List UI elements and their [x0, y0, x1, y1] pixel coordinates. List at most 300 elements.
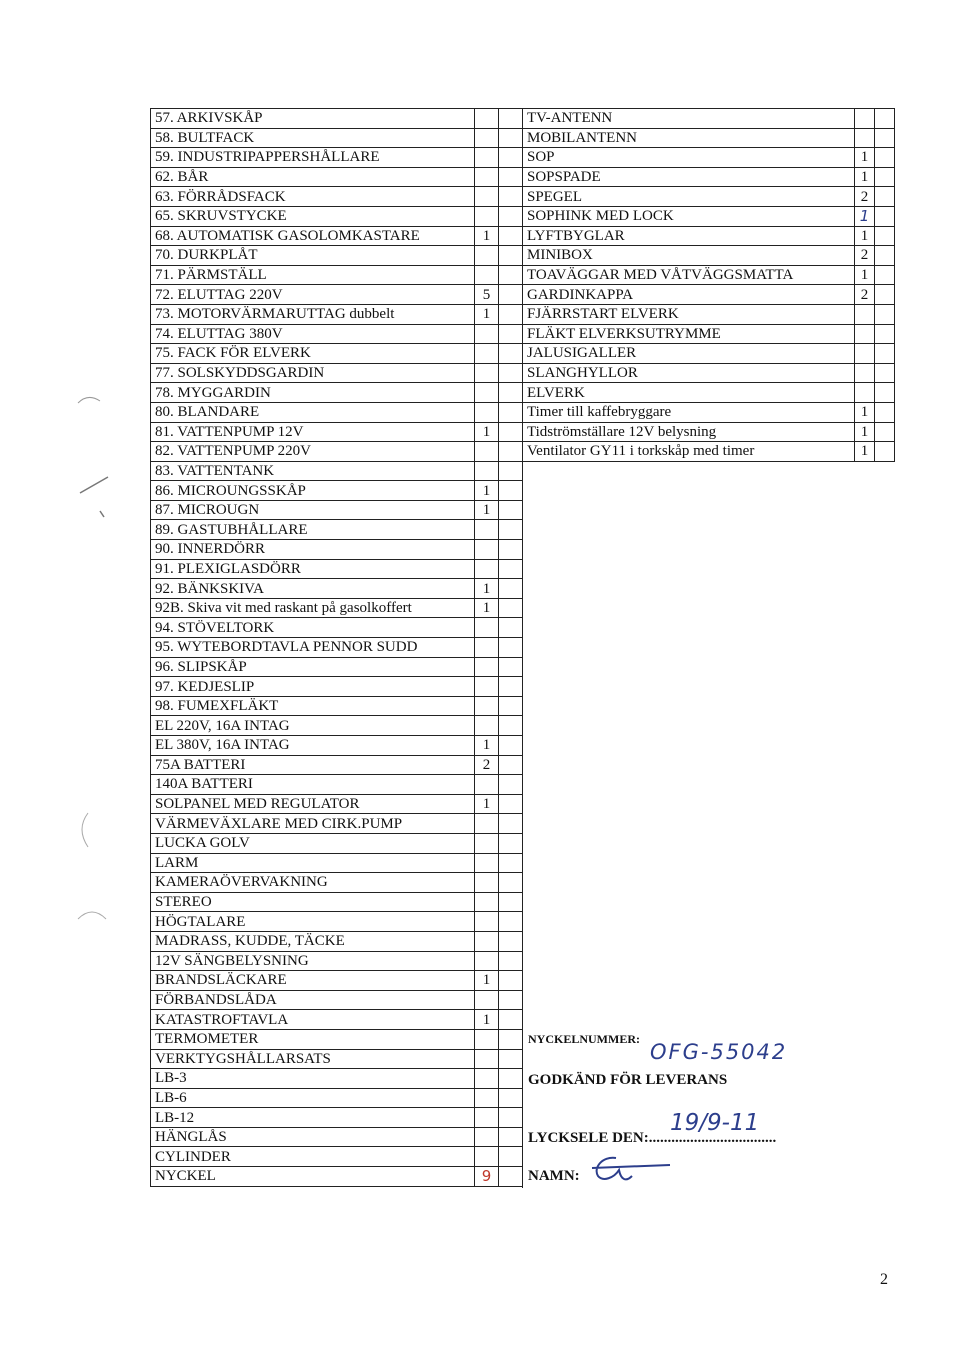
item-quantity: 1: [475, 226, 499, 246]
item-quantity: [475, 990, 499, 1010]
left-item-row: [151, 128, 523, 148]
right-item-row: [523, 265, 895, 285]
check-cell: [499, 696, 523, 716]
check-cell: [499, 442, 523, 462]
left-item-row: [151, 520, 523, 540]
item-label: 140A BATTERI: [151, 775, 475, 795]
check-cell: [875, 109, 895, 129]
check-cell: [499, 794, 523, 814]
item-quantity: [475, 187, 499, 207]
item-quantity: 1: [475, 481, 499, 501]
check-cell: [875, 422, 895, 442]
right-item-row: [523, 442, 895, 462]
item-quantity: [475, 814, 499, 834]
item-label: Timer till kaffebryggare: [523, 402, 855, 422]
left-item-row: [151, 716, 523, 736]
item-quantity: [475, 402, 499, 422]
check-cell: [499, 1127, 523, 1147]
right-item-row: [523, 422, 895, 442]
check-cell: [499, 383, 523, 403]
left-item-row: [151, 951, 523, 971]
item-quantity: [475, 775, 499, 795]
item-quantity: 1: [855, 206, 875, 226]
left-item-row: [151, 206, 523, 226]
inventory-sheet: [150, 108, 894, 1188]
item-label: 68. AUTOMATISK GASOLOMKASTARE: [151, 226, 475, 246]
left-item-row: [151, 1029, 523, 1049]
item-label: TOAVÄGGAR MED VÅTVÄGGSMATTA: [523, 265, 855, 285]
item-quantity: [475, 892, 499, 912]
check-cell: [499, 598, 523, 618]
item-label: 94. STÖVELTORK: [151, 618, 475, 638]
check-cell: [875, 383, 895, 403]
item-label: SPEGEL: [523, 187, 855, 207]
item-quantity: [855, 383, 875, 403]
left-item-row: [151, 265, 523, 285]
item-label: 91. PLEXIGLASDÖRR: [151, 559, 475, 579]
check-cell: [499, 363, 523, 383]
item-quantity: [475, 951, 499, 971]
item-label: 72. ELUTTAG 220V: [151, 285, 475, 305]
check-cell: [499, 775, 523, 795]
item-quantity: 2: [855, 187, 875, 207]
check-cell: [499, 1108, 523, 1128]
item-quantity: 2: [855, 285, 875, 305]
right-item-row: [523, 226, 895, 246]
check-cell: [499, 148, 523, 168]
item-quantity: [475, 246, 499, 266]
item-label: TERMOMETER: [151, 1029, 475, 1049]
item-quantity: [475, 324, 499, 344]
item-quantity: [475, 618, 499, 638]
item-label: JALUSIGALLER: [523, 344, 855, 364]
item-quantity: [475, 696, 499, 716]
left-item-row: [151, 246, 523, 266]
item-quantity: [475, 206, 499, 226]
item-label: 71. PÄRMSTÄLL: [151, 265, 475, 285]
right-item-row: [523, 402, 895, 422]
item-quantity: [475, 461, 499, 481]
check-cell: [875, 148, 895, 168]
check-cell: [499, 167, 523, 187]
check-cell: [499, 1010, 523, 1030]
item-label: LB-6: [151, 1088, 475, 1108]
item-label: 74. ELUTTAG 380V: [151, 324, 475, 344]
item-quantity: [475, 677, 499, 697]
item-label: SOLPANEL MED REGULATOR: [151, 794, 475, 814]
right-item-row: [523, 128, 895, 148]
item-label: MOBILANTENN: [523, 128, 855, 148]
item-quantity: [475, 383, 499, 403]
check-cell: [499, 833, 523, 853]
item-label: VERKTYGSHÅLLARSATS: [151, 1049, 475, 1069]
left-item-row: [151, 1088, 523, 1108]
item-quantity: [475, 873, 499, 893]
handwritten-date: 19/9-11: [670, 1110, 760, 1136]
item-quantity: [475, 1108, 499, 1128]
left-item-row: [151, 677, 523, 697]
item-quantity: [475, 1049, 499, 1069]
left-item-row: [151, 344, 523, 364]
item-quantity: [475, 1147, 499, 1167]
item-label: 65. SKRUVSTYCKE: [151, 206, 475, 226]
check-cell: [499, 500, 523, 520]
item-label: 98. FUMEXFLÄKT: [151, 696, 475, 716]
check-cell: [499, 109, 523, 129]
right-item-row: [523, 324, 895, 344]
item-quantity: 1: [855, 226, 875, 246]
item-quantity: [475, 853, 499, 873]
item-quantity: [475, 559, 499, 579]
left-item-row: [151, 402, 523, 422]
item-label: FÖRBANDSLÅDA: [151, 990, 475, 1010]
right-item-row: [523, 285, 895, 305]
item-label: SOPSPADE: [523, 167, 855, 187]
nyckelnummer-value: OFG-55042: [650, 1040, 788, 1064]
item-label: MADRASS, KUDDE, TÄCKE: [151, 931, 475, 951]
left-item-row: [151, 794, 523, 814]
left-item-row: [151, 971, 523, 991]
check-cell: [499, 206, 523, 226]
item-label: 12V SÄNGBELYSNING: [151, 951, 475, 971]
item-quantity: 1: [855, 402, 875, 422]
item-quantity: [475, 363, 499, 383]
left-item-row: [151, 148, 523, 168]
left-inventory-table: [150, 108, 523, 1187]
left-item-row: [151, 559, 523, 579]
item-quantity: 1: [855, 167, 875, 187]
item-label: Tidströmställare 12V belysning: [523, 422, 855, 442]
check-cell: [875, 226, 895, 246]
item-label: 89. GASTUBHÅLLARE: [151, 520, 475, 540]
right-item-row: [523, 344, 895, 364]
check-cell: [499, 422, 523, 442]
item-label: 87. MICROUGN: [151, 500, 475, 520]
left-item-row: [151, 481, 523, 501]
check-cell: [499, 246, 523, 266]
item-quantity: 1: [475, 304, 499, 324]
left-item-row: [151, 618, 523, 638]
check-cell: [875, 402, 895, 422]
left-item-row: [151, 657, 523, 677]
item-label: 63. FÖRRÅDSFACK: [151, 187, 475, 207]
check-cell: [499, 540, 523, 560]
item-label: 80. BLANDARE: [151, 402, 475, 422]
check-cell: [499, 579, 523, 599]
item-quantity: 1: [475, 736, 499, 756]
left-item-row: [151, 1147, 523, 1167]
item-quantity: [855, 128, 875, 148]
check-cell: [499, 912, 523, 932]
item-label: 57. ARKIVSKÅP: [151, 109, 475, 129]
item-label: FLÄKT ELVERKSUTRYMME: [523, 324, 855, 344]
right-item-row: [523, 363, 895, 383]
check-cell: [499, 892, 523, 912]
left-item-row: [151, 736, 523, 756]
item-label: 70. DURKPLÅT: [151, 246, 475, 266]
item-label: 62. BÅR: [151, 167, 475, 187]
check-cell: [499, 461, 523, 481]
item-quantity: [475, 1069, 499, 1089]
item-quantity: [475, 833, 499, 853]
item-quantity: 1: [475, 422, 499, 442]
item-quantity: [475, 265, 499, 285]
check-cell: [499, 285, 523, 305]
check-cell: [499, 324, 523, 344]
item-label: 81. VATTENPUMP 12V: [151, 422, 475, 442]
left-item-row: [151, 324, 523, 344]
left-item-row: [151, 422, 523, 442]
check-cell: [499, 814, 523, 834]
left-item-row: [151, 442, 523, 462]
check-cell: [875, 344, 895, 364]
item-quantity: [475, 1088, 499, 1108]
item-quantity: [475, 1127, 499, 1147]
item-quantity: [855, 363, 875, 383]
left-item-row: [151, 598, 523, 618]
right-item-row: [523, 383, 895, 403]
item-label: VÄRMEVÄXLARE MED CIRK.PUMP: [151, 814, 475, 834]
item-quantity: [475, 344, 499, 364]
lycksele-label-text: LYCKSELE DEN:: [528, 1130, 649, 1146]
left-item-row: [151, 892, 523, 912]
left-item-row: [151, 912, 523, 932]
check-cell: [875, 167, 895, 187]
check-cell: [499, 1088, 523, 1108]
check-cell: [499, 481, 523, 501]
check-cell: [499, 520, 523, 540]
item-label: 86. MICROUNGSSKÅP: [151, 481, 475, 501]
item-label: 96. SLIPSKÅP: [151, 657, 475, 677]
item-label: Ventilator GY11 i torkskåp med timer: [523, 442, 855, 462]
item-quantity: [475, 912, 499, 932]
item-label: MINIBOX: [523, 246, 855, 266]
item-quantity: [475, 638, 499, 658]
item-label: SLANGHYLLOR: [523, 363, 855, 383]
check-cell: [875, 324, 895, 344]
item-label: EL 220V, 16A INTAG: [151, 716, 475, 736]
item-label: SOPHINK MED LOCK: [523, 206, 855, 226]
godkand-for-leverans-label: GODKÄND FÖR LEVERANS: [528, 1072, 728, 1088]
item-quantity: [475, 520, 499, 540]
left-item-row: [151, 873, 523, 893]
right-item-row: [523, 246, 895, 266]
check-cell: [499, 265, 523, 285]
check-cell: [499, 1069, 523, 1089]
item-label: LARM: [151, 853, 475, 873]
check-cell: [875, 363, 895, 383]
item-quantity: 5: [475, 285, 499, 305]
item-quantity: [475, 128, 499, 148]
check-cell: [499, 304, 523, 324]
item-label: HÄNGLÅS: [151, 1127, 475, 1147]
right-item-row: [523, 109, 895, 129]
check-cell: [499, 736, 523, 756]
item-quantity: 1: [855, 148, 875, 168]
item-label: 92B. Skiva vit med raskant på gasolkoffert: [151, 598, 475, 618]
item-label: 73. MOTORVÄRMARUTTAG dubbelt: [151, 304, 475, 324]
right-item-row: [523, 148, 895, 168]
item-label: STEREO: [151, 892, 475, 912]
right-inventory-table: [522, 108, 895, 462]
item-quantity: 1: [475, 1010, 499, 1030]
item-quantity: [475, 540, 499, 560]
left-item-row: [151, 363, 523, 383]
left-item-row: [151, 1069, 523, 1089]
right-item-row: [523, 187, 895, 207]
check-cell: [875, 128, 895, 148]
item-quantity: 2: [855, 246, 875, 266]
page-number: 2: [880, 1271, 888, 1288]
item-label: LYFTBYGLAR: [523, 226, 855, 246]
item-quantity: [475, 1029, 499, 1049]
check-cell: [499, 344, 523, 364]
item-quantity: [475, 931, 499, 951]
item-quantity: 1: [855, 265, 875, 285]
namn-label: NAMN:: [528, 1168, 580, 1184]
left-item-row: [151, 167, 523, 187]
item-label: FJÄRRSTART ELVERK: [523, 304, 855, 324]
left-item-row: [151, 755, 523, 775]
item-label: EL 380V, 16A INTAG: [151, 736, 475, 756]
item-label: 83. VATTENTANK: [151, 461, 475, 481]
item-label: 82. VATTENPUMP 220V: [151, 442, 475, 462]
item-quantity: [475, 657, 499, 677]
left-item-row: [151, 853, 523, 873]
left-item-row: [151, 285, 523, 305]
item-label: LB-12: [151, 1108, 475, 1128]
check-cell: [499, 971, 523, 991]
check-cell: [499, 755, 523, 775]
left-item-row: [151, 1127, 523, 1147]
item-quantity: 2: [475, 755, 499, 775]
item-label: 97. KEDJESLIP: [151, 677, 475, 697]
left-item-row: [151, 990, 523, 1010]
item-quantity: [475, 167, 499, 187]
item-quantity: [855, 344, 875, 364]
left-item-row: [151, 696, 523, 716]
item-label: LB-3: [151, 1069, 475, 1089]
item-label: ELVERK: [523, 383, 855, 403]
check-cell: [499, 1147, 523, 1167]
check-cell: [499, 128, 523, 148]
scan-margin-marks: [70, 385, 130, 945]
item-label: 58. BULTFACK: [151, 128, 475, 148]
left-item-row: [151, 226, 523, 246]
left-item-row: [151, 1108, 523, 1128]
item-quantity: 1: [855, 442, 875, 462]
left-item-row: [151, 304, 523, 324]
item-label: 75. FACK FÖR ELVERK: [151, 344, 475, 364]
handwritten-signature: [588, 1152, 674, 1186]
item-quantity: [855, 109, 875, 129]
item-label: 77. SOLSKYDDSGARDIN: [151, 363, 475, 383]
item-label: 92. BÄNKSKIVA: [151, 579, 475, 599]
left-item-row: [151, 775, 523, 795]
item-quantity: 9: [475, 1167, 499, 1187]
item-label: NYCKEL: [151, 1167, 475, 1187]
check-cell: [499, 226, 523, 246]
left-item-row: [151, 500, 523, 520]
check-cell: [499, 677, 523, 697]
check-cell: [499, 1167, 523, 1187]
item-label: GARDINKAPPA: [523, 285, 855, 305]
left-item-row: [151, 109, 523, 129]
item-quantity: 1: [475, 794, 499, 814]
item-quantity: [855, 324, 875, 344]
item-label: 75A BATTERI: [151, 755, 475, 775]
left-item-row: [151, 814, 523, 834]
item-quantity: 1: [475, 971, 499, 991]
item-quantity: [475, 716, 499, 736]
nyckelnummer-label: NYCKELNUMMER:: [528, 1032, 640, 1046]
check-cell: [875, 285, 895, 305]
item-label: TV-ANTENN: [523, 109, 855, 129]
check-cell: [875, 246, 895, 266]
item-label: KATASTROFTAVLA: [151, 1010, 475, 1030]
item-quantity: [855, 304, 875, 324]
check-cell: [875, 442, 895, 462]
item-quantity: [475, 109, 499, 129]
check-cell: [499, 638, 523, 658]
item-label: CYLINDER: [151, 1147, 475, 1167]
item-label: 95. WYTEBORDTAVLA PENNOR SUDD: [151, 638, 475, 658]
check-cell: [499, 873, 523, 893]
left-item-row: [151, 540, 523, 560]
item-label: LUCKA GOLV: [151, 833, 475, 853]
item-quantity: 1: [475, 598, 499, 618]
left-item-row: [151, 931, 523, 951]
left-item-row: [151, 833, 523, 853]
check-cell: [499, 951, 523, 971]
item-label: 59. INDUSTRIPAPPERSHÅLLARE: [151, 148, 475, 168]
check-cell: [499, 559, 523, 579]
item-quantity: 1: [475, 500, 499, 520]
check-cell: [499, 853, 523, 873]
check-cell: [499, 187, 523, 207]
left-item-row: [151, 1049, 523, 1069]
right-item-row: [523, 304, 895, 324]
check-cell: [499, 402, 523, 422]
item-label: 78. MYGGARDIN: [151, 383, 475, 403]
item-label: SOP: [523, 148, 855, 168]
date-dotted-line: ..................................: [648, 1130, 777, 1146]
check-cell: [875, 304, 895, 324]
check-cell: [499, 1029, 523, 1049]
check-cell: [499, 657, 523, 677]
item-quantity: 1: [475, 579, 499, 599]
right-item-row: [523, 206, 895, 226]
right-item-row: [523, 167, 895, 187]
check-cell: [499, 716, 523, 736]
item-label: BRANDSLÄCKARE: [151, 971, 475, 991]
check-cell: [875, 187, 895, 207]
item-label: 90. INNERDÖRR: [151, 540, 475, 560]
check-cell: [499, 1049, 523, 1069]
left-item-row: [151, 1167, 523, 1187]
item-quantity: 1: [855, 422, 875, 442]
check-cell: [499, 990, 523, 1010]
item-label: KAMERAÖVERVAKNING: [151, 873, 475, 893]
left-item-row: [151, 638, 523, 658]
left-item-row: [151, 383, 523, 403]
left-item-row: [151, 1010, 523, 1030]
left-item-row: [151, 579, 523, 599]
left-item-row: [151, 461, 523, 481]
item-quantity: [475, 442, 499, 462]
check-cell: [875, 206, 895, 226]
check-cell: [499, 931, 523, 951]
